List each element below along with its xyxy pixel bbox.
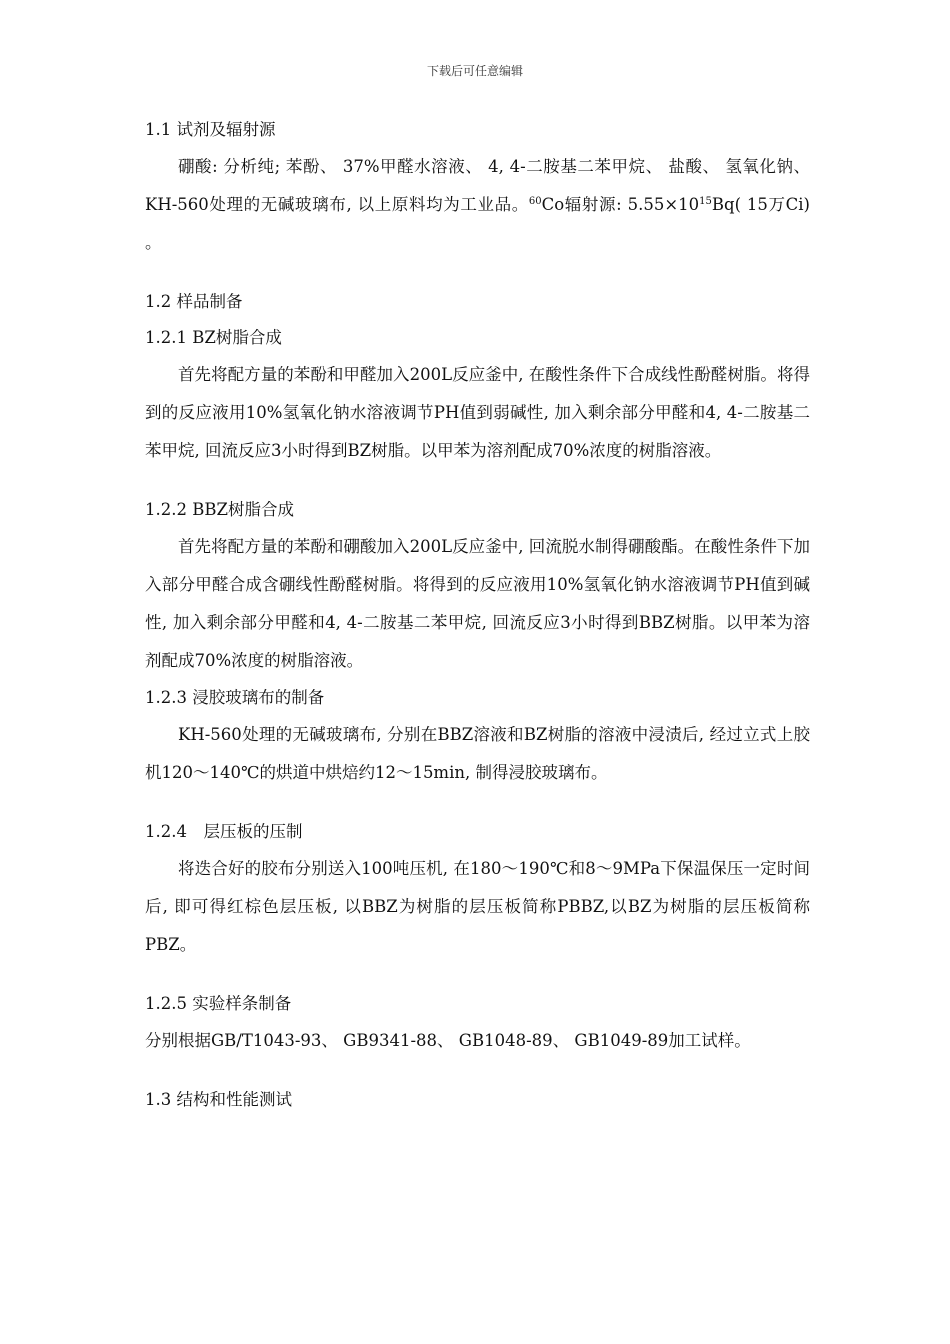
paragraph-1-2-4: 将迭合好的胶布分别送入100吨压机, 在180～190℃和8～9MPa下保温保压一定时间后, 即可得红棕色层压板, 以BBZ为树脂的层压板简称PBBZ,以BZ为树脂的层压板简称PBZ。	[145, 859, 810, 954]
superscript-exponent: 15	[699, 196, 712, 207]
paragraph-1-1	[145, 148, 810, 262]
paragraph-1-1-text: 硼酸: 分析纯; 苯酚、 37%甲醛水溶液、 4, 4-二胺基二苯甲烷、 盐酸、 氢氧化钠、 KH-560处理的无碱玻璃布, 以上原料均为工业品。	[145, 157, 810, 214]
superscript-isotope: 60	[528, 196, 542, 207]
heading-1-1: 1.1 试剂及辐射源	[145, 120, 276, 139]
heading-1-2-3: 1.2.3 浸胶玻璃布的制备	[145, 688, 325, 707]
heading-1-2-2: 1.2.2 BBZ树脂合成	[145, 500, 294, 519]
paragraph-1-2-5: 分别根据GB/T1043-93、 GB9341-88、 GB1048-89、 GB1049-89加工试样。	[145, 1031, 751, 1050]
paragraph-1-2-2: 首先将配方量的苯酚和硼酸加入200L反应釜中, 回流脱水制得硼酸酯。在酸性条件下加入部分甲醛合成含硼线性酚醛树脂。将得到的反应液用10%氢氧化钠水溶液调节PH值到碱性, 加入剩余部分甲醛和4, 4-二胺基二苯甲烷, 回流反应3小时得到BBZ树脂。以甲苯为溶剂配成70%浓度的树脂溶液。	[145, 537, 810, 670]
heading-1-2-5: 1.2.5 实验样条制备	[145, 994, 292, 1013]
paragraph-1-1-end: Bq( 15万Ci) 。	[145, 195, 810, 252]
paragraph-1-2-1: 首先将配方量的苯酚和甲醛加入200L反应釜中, 在酸性条件下合成线性酚醛树脂。将得到的反应液用10%氢氧化钠水溶液调节PH值到弱碱性, 加入剩余部分甲醛和4, 4-二胺基二苯甲烷, 回流反应3小时得到BZ树脂。以甲苯为溶剂配成70%浓度的树脂溶液。	[145, 365, 810, 460]
heading-1-3: 1.3 结构和性能测试	[145, 1090, 292, 1109]
heading-1-2: 1.2 样品制备	[145, 292, 243, 311]
paragraph-1-2-3: KH-560处理的无碱玻璃布, 分别在BBZ溶液和BZ树脂的溶液中浸渍后, 经过立式上胶机120～140℃的烘道中烘焙约12～15min, 制得浸胶玻璃布。	[145, 725, 810, 782]
heading-1-2-4: 1.2.4 层压板的压制	[145, 822, 303, 841]
document-body	[145, 112, 810, 1118]
page-header: 下载后可任意编辑	[426, 64, 523, 78]
paragraph-1-1-mid: Co辐射源: 5.55×10	[541, 195, 700, 214]
heading-1-2-1: 1.2.1 BZ树脂合成	[145, 328, 282, 347]
